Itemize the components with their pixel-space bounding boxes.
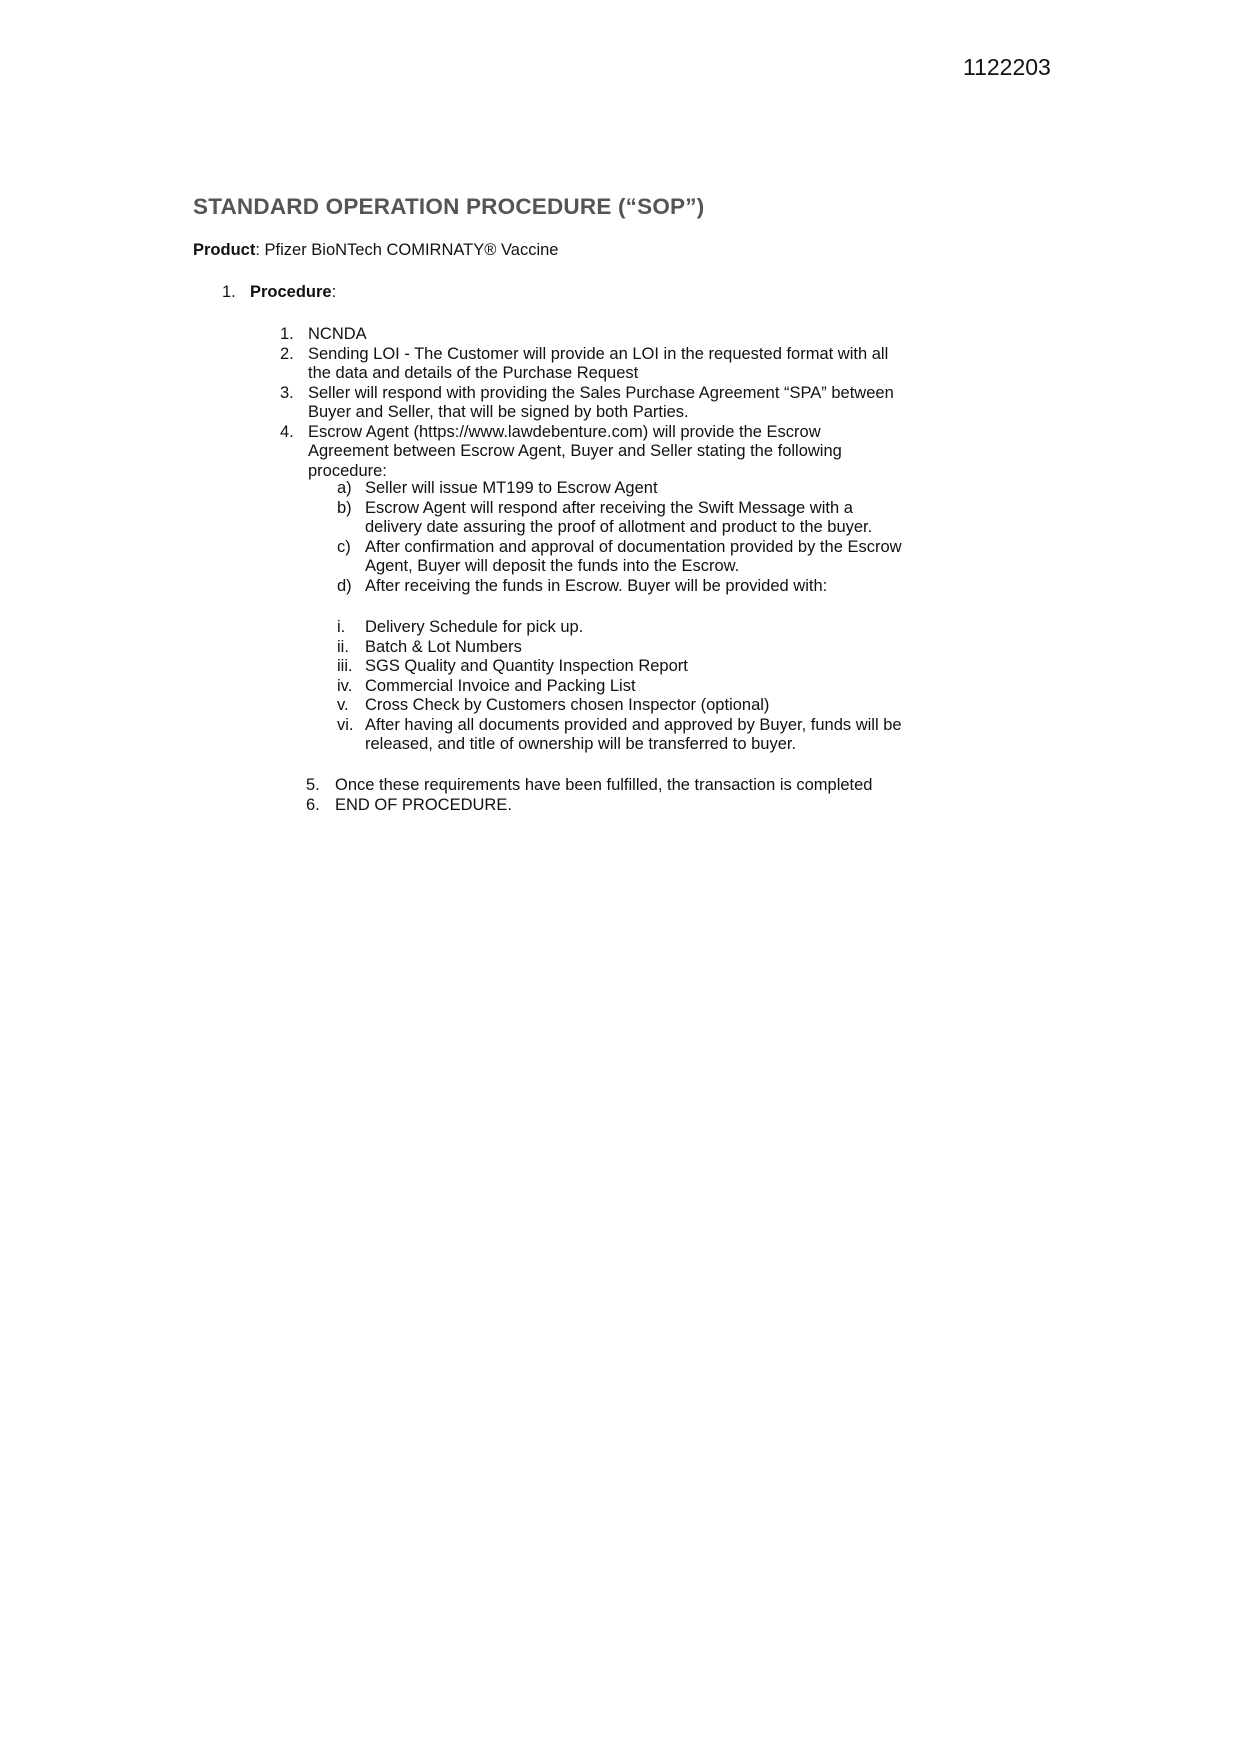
product-value: : Pfizer BioNTech COMIRNATY® Vaccine — [255, 241, 559, 259]
substep-number: c) — [337, 537, 351, 556]
substep-text: Seller will issue MT199 to Escrow Agent — [365, 479, 658, 497]
page-number: 1122203 — [963, 54, 1051, 80]
substep-number: d) — [337, 576, 352, 595]
roman-item-number: i. — [337, 618, 346, 636]
step-text: NCNDA — [308, 325, 367, 343]
roman-item-number: v. — [337, 696, 349, 714]
roman-item-text: Cross Check by Customers chosen Inspector (optional) — [365, 696, 770, 714]
final-step-text: END OF PROCEDURE. — [335, 795, 512, 814]
substep-text: Agent, Buyer will deposit the funds into the Escrow. — [365, 557, 740, 575]
roman-item-text: SGS Quality and Quantity Inspection Report — [365, 657, 688, 675]
roman-item-number: ii. — [337, 637, 349, 656]
step-number: 3. — [280, 383, 294, 402]
step-text: Escrow Agent (https://www.lawdebenture.com) will provide the Escrow — [308, 422, 821, 441]
final-step-number: 6. — [306, 795, 320, 814]
section-number: 1. — [222, 283, 236, 301]
final-step-text: Once these requirements have been fulfilled, the transaction is completed — [335, 776, 873, 794]
roman-item-text: Batch & Lot Numbers — [365, 637, 522, 656]
step-text: Buyer and Seller, that will be signed by both Parties. — [308, 403, 689, 421]
final-step-number: 5. — [306, 776, 320, 794]
document-title: STANDARD OPERATION PROCEDURE (“SOP”) — [193, 194, 705, 219]
step-text: Sending LOI - The Customer will provide an LOI in the requested format with all — [308, 344, 889, 363]
roman-item-text: released, and title of ownership will be transferred to buyer. — [365, 735, 797, 753]
roman-item-text: Delivery Schedule for pick up. — [365, 618, 584, 636]
substep-text: After receiving the funds in Escrow. Buyer will be provided with: — [365, 576, 828, 595]
step-number: 4. — [280, 422, 294, 441]
section-heading: Procedure: — [250, 283, 337, 301]
step-text: procedure: — [308, 461, 387, 480]
roman-item-number: iv. — [337, 676, 353, 695]
roman-item-number: iii. — [337, 657, 353, 675]
substep-number: b) — [337, 498, 352, 517]
substep-text: After confirmation and approval of documentation provided by the Escrow — [365, 537, 902, 556]
product-line — [193, 240, 558, 260]
step-text: Agreement between Escrow Agent, Buyer and Seller stating the following — [308, 442, 842, 460]
roman-item-number: vi. — [337, 715, 354, 734]
step-number: 1. — [280, 325, 294, 343]
substep-number: a) — [337, 479, 352, 497]
substep-text: Escrow Agent will respond after receiving the Swift Message with a — [365, 498, 853, 517]
product-label: Product — [193, 241, 256, 259]
roman-item-text: Commercial Invoice and Packing List — [365, 676, 636, 695]
roman-item-text: After having all documents provided and approved by Buyer, funds will be — [365, 715, 902, 734]
step-text: the data and details of the Purchase Request — [308, 364, 639, 382]
step-number: 2. — [280, 344, 294, 363]
substep-text: delivery date assuring the proof of allotment and product to the buyer. — [365, 518, 873, 536]
step-text: Seller will respond with providing the Sales Purchase Agreement “SPA” between — [308, 383, 894, 402]
